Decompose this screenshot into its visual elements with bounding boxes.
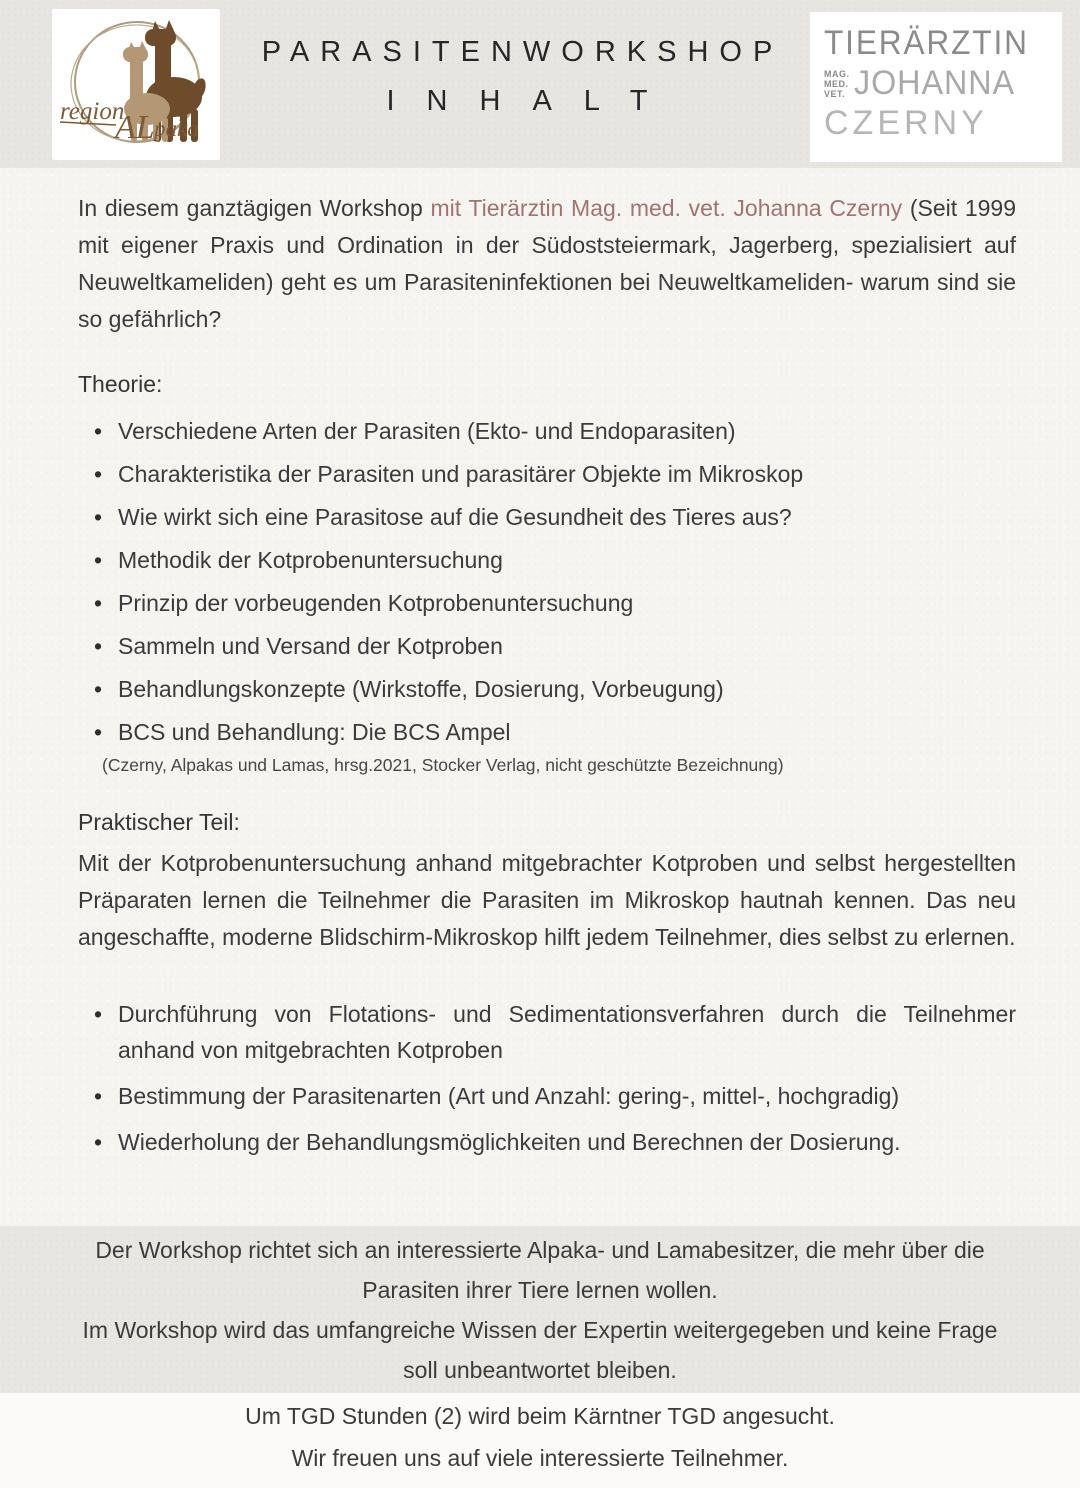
intro-paragraph — [78, 190, 1016, 338]
theorie-item: • BCS und Behandlung: Die BCS Ampel — [78, 714, 1016, 750]
vet-logo-degrees — [824, 69, 850, 99]
theorie-item: • Verschiedene Arten der Parasiten (Ekto- und Endoparasiten) — [78, 413, 1016, 449]
praktisch-list — [78, 996, 1016, 1160]
theorie-item: • Methodik der Kotprobenuntersuchung — [78, 542, 1016, 578]
welcome-note: Wir freuen uns auf viele interessierte Teilnehmer. — [291, 1444, 789, 1471]
header — [0, 0, 1080, 168]
logo-text-region: region — [60, 98, 125, 125]
praktisch-item: • Durchführung von Flotations- und Sedimentationsverfahren durch die Teilnehmer anhand von mitgebrachten Kotproben — [78, 996, 1016, 1068]
theorie-item: • Charakteristika der Parasiten und parasitärer Objekte im Mikroskop — [78, 456, 1016, 492]
audience-sentence-1: Der Workshop richtet sich an interessierte Alpaka- und Lamabesitzer, die mehr über die Parasiten ihrer Tiere lernen wollen. — [95, 1236, 985, 1303]
degree-vet: VET. — [824, 88, 846, 99]
main-content — [0, 168, 1080, 1226]
logo-text-al: AL — [115, 109, 155, 146]
vet-logo-middle-row — [824, 64, 1048, 103]
logo-text-paka: paka — [154, 116, 199, 141]
vet-logo-johanna: JOHANNA — [853, 64, 1015, 102]
title-line-1: PARASITENWORKSHOP — [261, 36, 784, 68]
theorie-item: • Wie wirkt sich eine Parasitose auf die Gesundheit des Tieres aus? — [78, 499, 1016, 535]
degree-med: MED. — [824, 78, 849, 89]
theorie-heading: Theorie: — [78, 371, 163, 397]
praktisch-item: • Bestimmung der Parasitenarten (Art und Anzahl: gering-, mittel-, hochgradig) — [78, 1078, 1016, 1114]
theorie-list — [78, 413, 1016, 750]
intro-text-accent: mit Tierärztin Mag. med. vet. Johanna Czerny — [430, 195, 903, 221]
vet-logo — [810, 12, 1062, 162]
praktisch-paragraph: Mit der Kotprobenuntersuchung anhand mitgebrachter Kotproben und selbst hergestellten Präparaten lernen die Teilnehmer die Parasiten im Mikroskop hautnah kennen. Das neu angeschaffte, moderne Blidschirm-Mikroskop hilft jedem Teilnehmer, dies selbst zu erlernen. — [78, 850, 1016, 950]
theorie-item: • Behandlungskonzepte (Wirkstoffe, Dosierung, Vorbeugung) — [78, 671, 1016, 707]
closing-note — [0, 1393, 1080, 1488]
vet-logo-tieraerztin: TIERÄRZTIN — [824, 24, 1029, 62]
audience-sentence-2: Im Workshop wird das umfangreiche Wissen der Expertin weitergegeben und keine Frage soll unbeantwortet bleiben. — [82, 1316, 998, 1383]
intro-text-end: (Seit 1999 mit eigener Praxis und Ordination in der Südoststeiermark, Jagerberg, spezialisiert auf Neuweltkameliden) geht es um Parasiteninfektionen bei Neuweltkameliden- warum sind sie so gefährlich? — [78, 195, 1016, 332]
regionalpaka-logo — [52, 9, 220, 160]
theorie-item: • Sammeln und Versand der Kotproben — [78, 628, 1016, 664]
praktisch-heading: Praktischer Teil: — [78, 809, 240, 835]
vet-logo-czerny: CZERNY — [824, 104, 988, 142]
title-line-2: INHALT — [386, 85, 680, 117]
theorie-item: • Prinzip der vorbeugenden Kotprobenuntersuchung — [78, 585, 1016, 621]
degree-mag: MAG. — [824, 68, 850, 79]
intro-text-start: In diesem ganztägigen Workshop — [78, 195, 431, 221]
theorie-source-note: (Czerny, Alpakas und Lamas, hrsg.2021, Stocker Verlag, nicht geschützte Bezeichnung) — [102, 755, 784, 775]
tgd-note: Um TGD Stunden (2) wird beim Kärntner TGD angesucht. — [245, 1402, 835, 1429]
page-title — [228, 36, 806, 118]
audience-banner — [0, 1226, 1080, 1393]
praktisch-item: • Wiederholung der Behandlungsmöglichkeiten und Berechnen der Dosierung. — [78, 1124, 1016, 1160]
alpaca-logo-icon — [52, 9, 220, 160]
